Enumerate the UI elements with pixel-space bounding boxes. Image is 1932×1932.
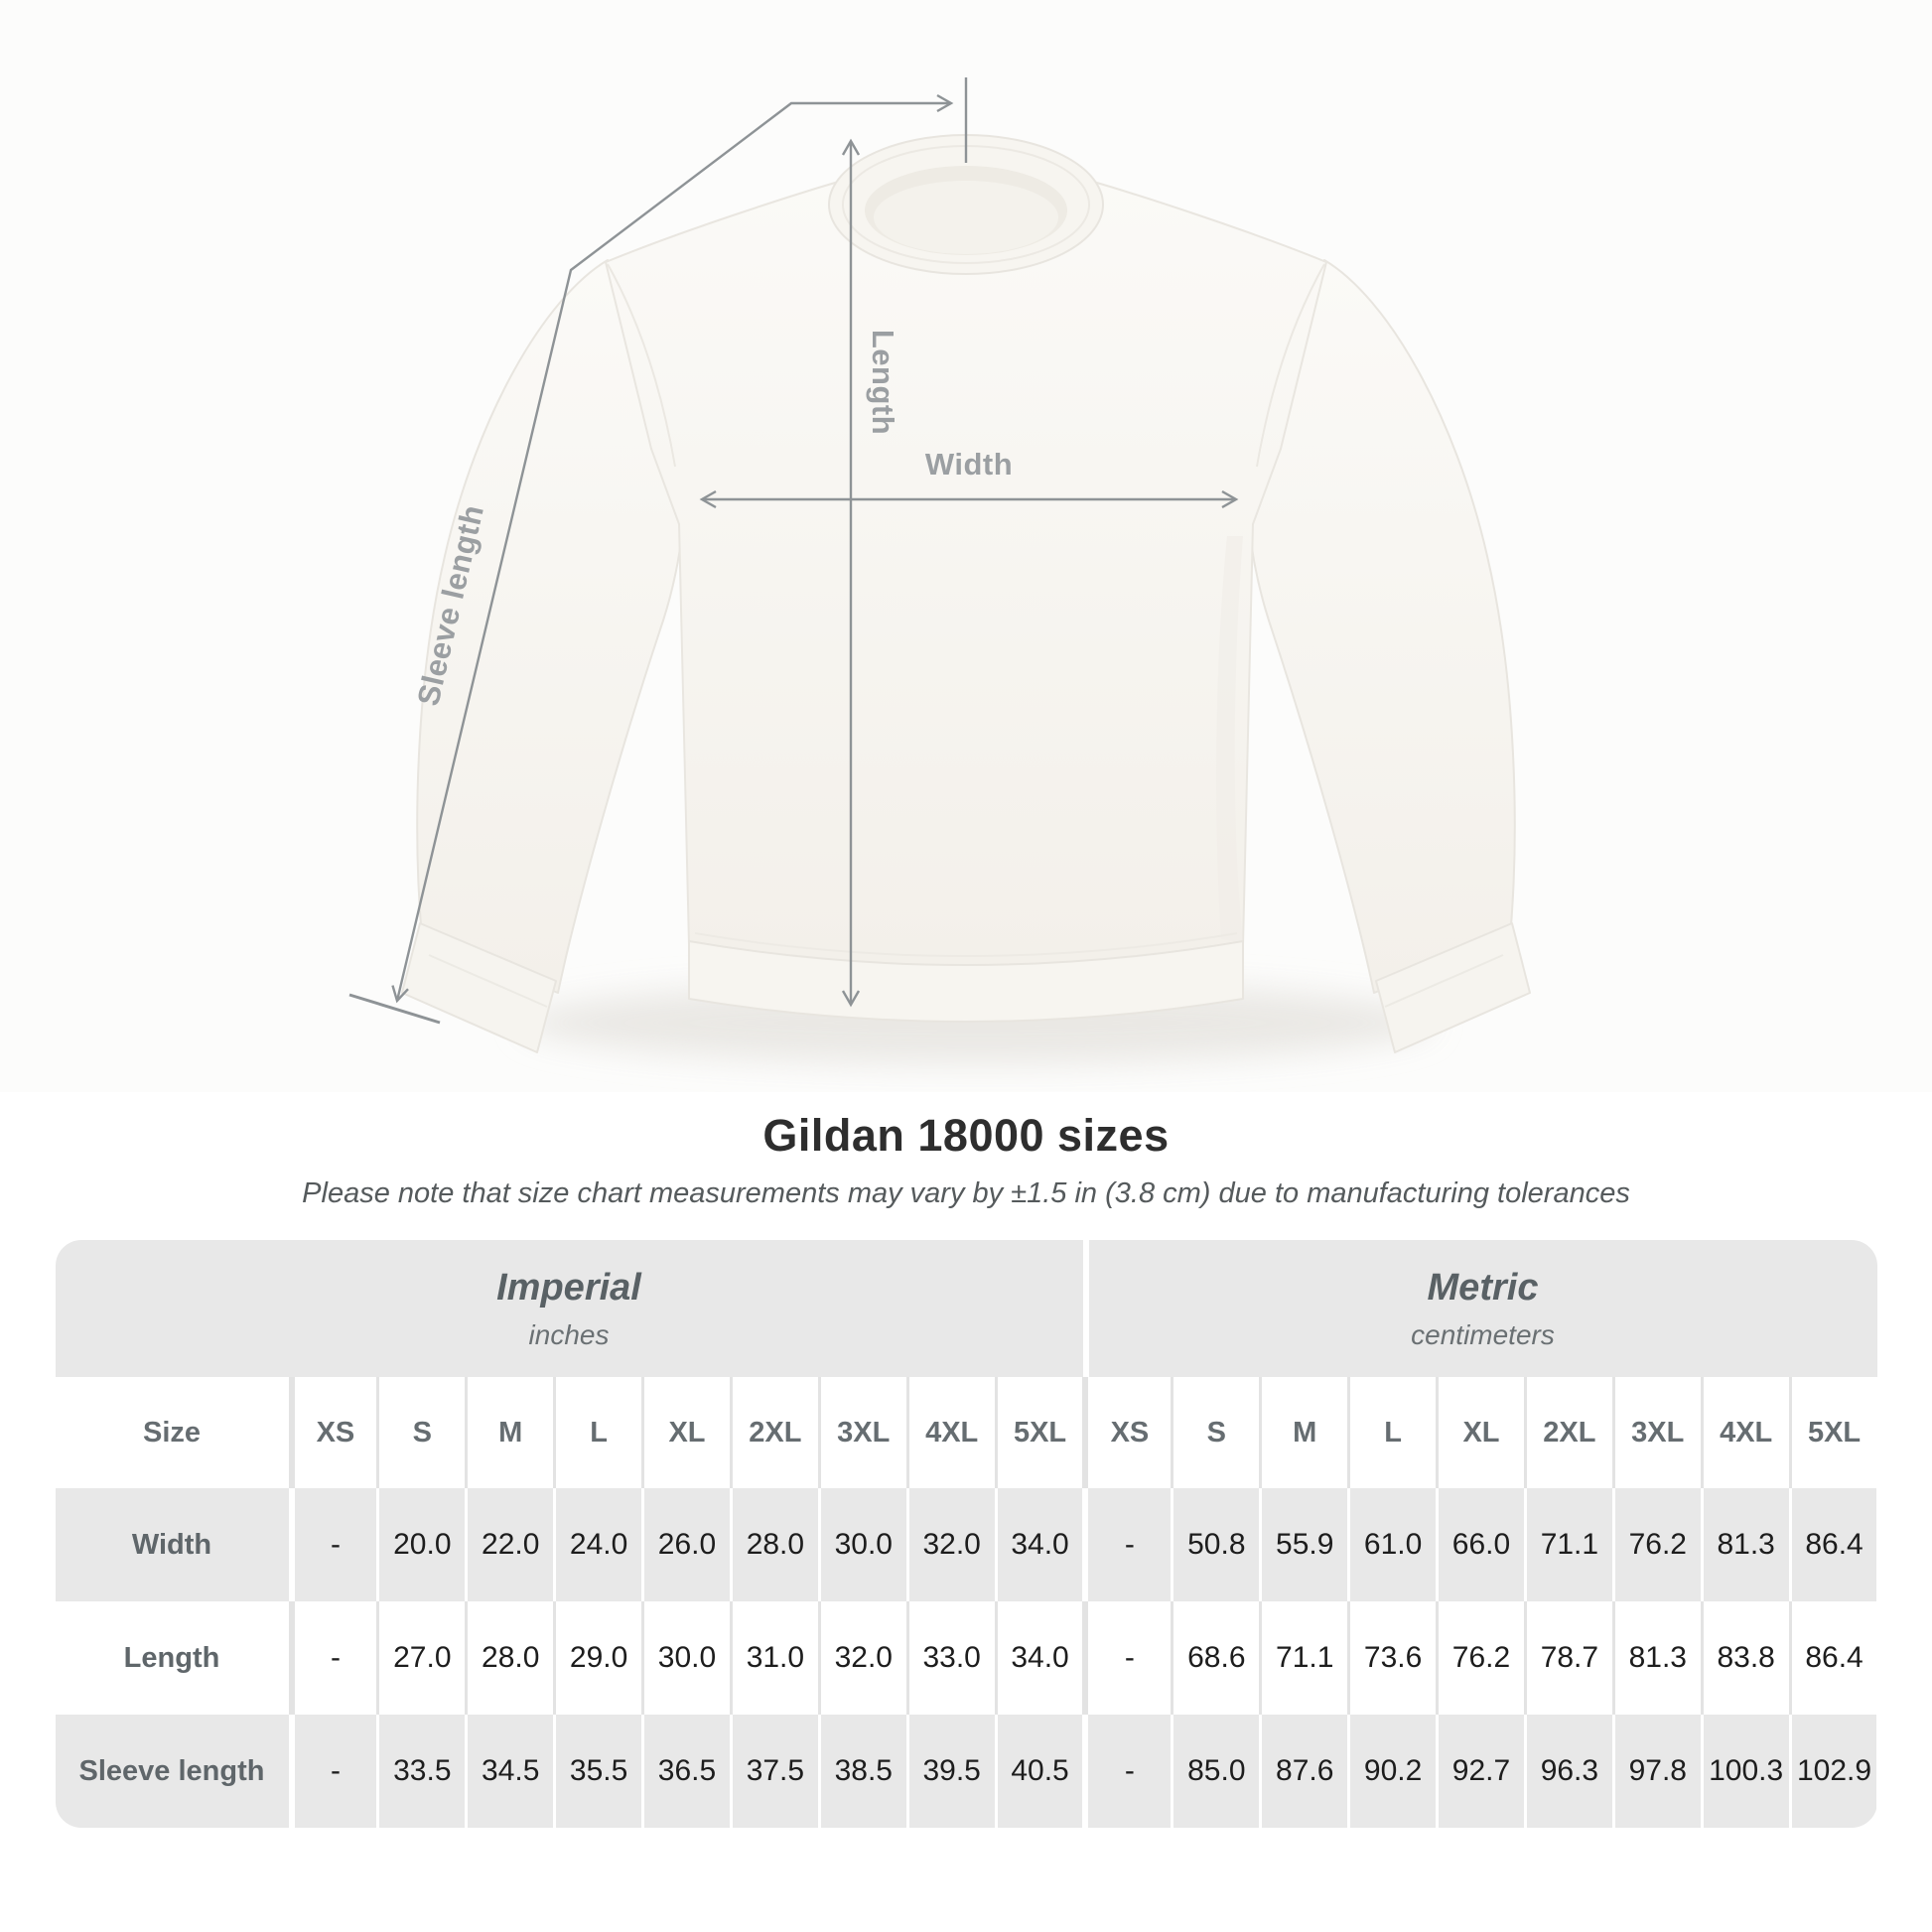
row-label: Length: [56, 1601, 289, 1715]
table-cell: 81.3: [1701, 1488, 1789, 1601]
table-cell: 97.8: [1612, 1715, 1701, 1828]
table-cell: -: [1082, 1488, 1171, 1601]
table-cell: 30.0: [818, 1488, 906, 1601]
table-cell: 86.4: [1789, 1488, 1877, 1601]
unit-group-metric: [1083, 1240, 1877, 1377]
size-header-imperial-5xl: 5XL: [995, 1377, 1083, 1488]
size-header-metric-2xl: 2XL: [1524, 1377, 1612, 1488]
unit-band-row: [56, 1240, 1877, 1377]
table-cell: 30.0: [641, 1601, 730, 1715]
size-header-metric-xs: XS: [1082, 1377, 1171, 1488]
unit-group-imperial: [56, 1240, 1083, 1377]
table-cell: 96.3: [1524, 1715, 1612, 1828]
table-cell: 73.6: [1347, 1601, 1436, 1715]
table-cell: 28.0: [465, 1601, 553, 1715]
table-cell: 24.0: [553, 1488, 641, 1601]
size-header-imperial-3xl: 3XL: [818, 1377, 906, 1488]
table-cell: 36.5: [641, 1715, 730, 1828]
table-cell: 20.0: [376, 1488, 465, 1601]
table-body: [56, 1488, 1877, 1828]
table-row-length: [56, 1601, 1877, 1715]
table-cell: 86.4: [1789, 1601, 1877, 1715]
metric-sublabel: centimeters: [1411, 1318, 1555, 1350]
table-cell: 32.0: [906, 1488, 995, 1601]
table-cell: 50.8: [1171, 1488, 1259, 1601]
table-cell: 85.0: [1171, 1715, 1259, 1828]
table-cell: 31.0: [730, 1601, 818, 1715]
table-cell: 83.8: [1701, 1601, 1789, 1715]
table-cell: 66.0: [1436, 1488, 1524, 1601]
imperial-sublabel: inches: [528, 1318, 610, 1350]
size-chart-table: [56, 1240, 1877, 1828]
table-cell: -: [1082, 1715, 1171, 1828]
table-cell: -: [289, 1601, 377, 1715]
table-cell: 33.0: [906, 1601, 995, 1715]
size-header-metric-s: S: [1171, 1377, 1259, 1488]
table-cell: 39.5: [906, 1715, 995, 1828]
table-cell: -: [289, 1715, 377, 1828]
table-cell: 100.3: [1701, 1715, 1789, 1828]
size-header-metric-m: M: [1259, 1377, 1347, 1488]
size-header-imperial-xs: XS: [289, 1377, 377, 1488]
metric-label: Metric: [1427, 1266, 1539, 1309]
size-header-imperial-4xl: 4XL: [906, 1377, 995, 1488]
size-header-row: [56, 1377, 1877, 1488]
table-cell: 29.0: [553, 1601, 641, 1715]
table-cell: -: [289, 1488, 377, 1601]
table-cell: 33.5: [376, 1715, 465, 1828]
table-cell: 90.2: [1347, 1715, 1436, 1828]
size-header-imperial-xl: XL: [641, 1377, 730, 1488]
table-cell: 68.6: [1171, 1601, 1259, 1715]
table-cell: 38.5: [818, 1715, 906, 1828]
table-cell: 55.9: [1259, 1488, 1347, 1601]
size-header-metric-4xl: 4XL: [1701, 1377, 1789, 1488]
table-cell: 92.7: [1436, 1715, 1524, 1828]
tolerance-note: Please note that size chart measurements may vary by ±1.5 in (3.8 cm) due to manufacturing tolerances: [302, 1177, 1630, 1209]
table-cell: 81.3: [1612, 1601, 1701, 1715]
table-cell: 34.0: [995, 1601, 1083, 1715]
table-cell: 27.0: [376, 1601, 465, 1715]
table-cell: 26.0: [641, 1488, 730, 1601]
size-header-metric-l: L: [1347, 1377, 1436, 1488]
width-label: Width: [924, 447, 1014, 482]
size-header-imperial-m: M: [465, 1377, 553, 1488]
table-cell: 28.0: [730, 1488, 818, 1601]
table-cell: 40.5: [995, 1715, 1083, 1828]
size-header-label: Size: [56, 1377, 289, 1488]
table-cell: 37.5: [730, 1715, 818, 1828]
size-header-imperial-2xl: 2XL: [730, 1377, 818, 1488]
page-title: Gildan 18000 sizes: [762, 1110, 1170, 1161]
size-header-metric-xl: XL: [1436, 1377, 1524, 1488]
size-header-imperial-s: S: [376, 1377, 465, 1488]
length-label: Length: [866, 329, 900, 436]
table-cell: 87.6: [1259, 1715, 1347, 1828]
table-cell: -: [1082, 1601, 1171, 1715]
size-header-metric-3xl: 3XL: [1612, 1377, 1701, 1488]
size-header-imperial-l: L: [553, 1377, 641, 1488]
table-cell: 71.1: [1259, 1601, 1347, 1715]
table-cell: 22.0: [465, 1488, 553, 1601]
row-label: Sleeve length: [56, 1715, 289, 1828]
table-cell: 71.1: [1524, 1488, 1612, 1601]
table-cell: 76.2: [1436, 1601, 1524, 1715]
row-label: Width: [56, 1488, 289, 1601]
table-row-width: [56, 1488, 1877, 1601]
imperial-label: Imperial: [496, 1266, 641, 1309]
table-cell: 35.5: [553, 1715, 641, 1828]
table-cell: 76.2: [1612, 1488, 1701, 1601]
sleeve-length-label: Sleeve length: [410, 501, 491, 710]
table-cell: 34.0: [995, 1488, 1083, 1601]
table-cell: 78.7: [1524, 1601, 1612, 1715]
table-cell: 32.0: [818, 1601, 906, 1715]
table-row-sleeve-length: [56, 1715, 1877, 1828]
table-cell: 34.5: [465, 1715, 553, 1828]
size-header-metric-5xl: 5XL: [1789, 1377, 1877, 1488]
table-cell: 61.0: [1347, 1488, 1436, 1601]
table-cell: 102.9: [1789, 1715, 1877, 1828]
